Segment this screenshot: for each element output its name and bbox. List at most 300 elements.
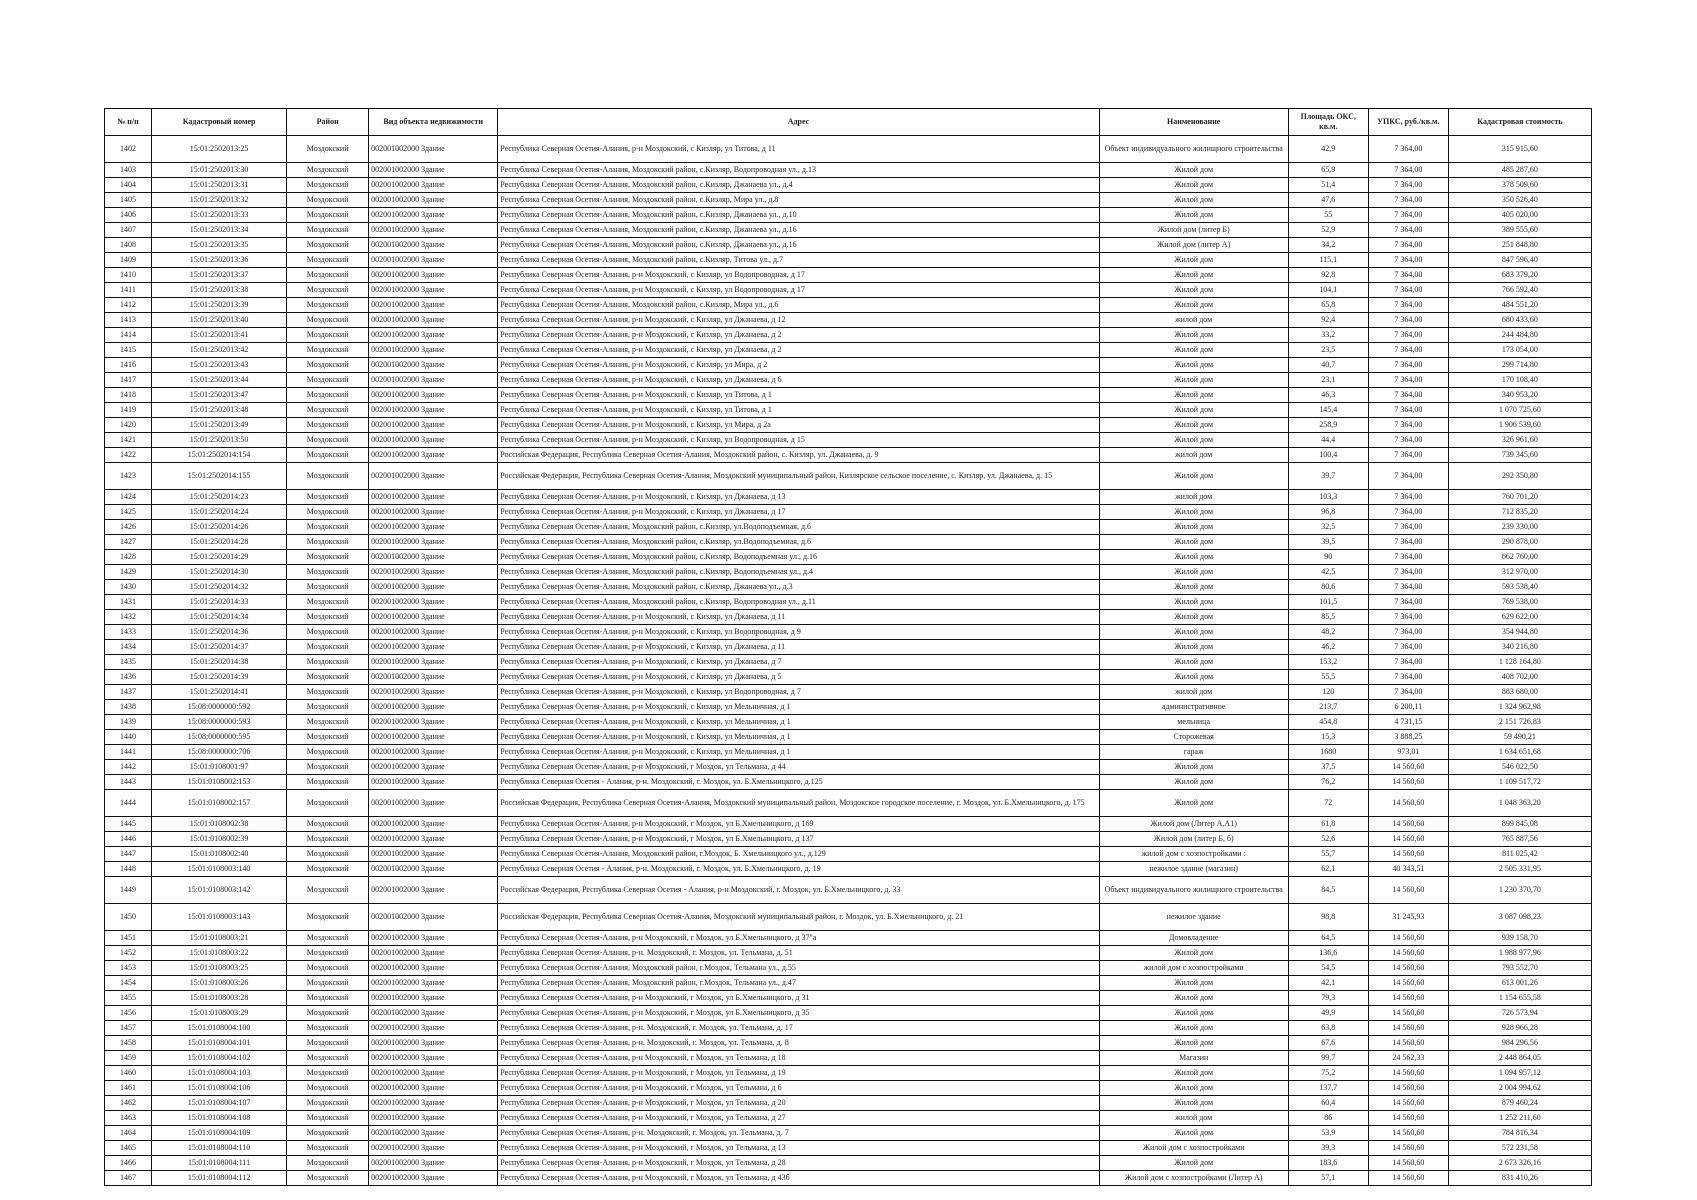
cell-cadastral-value: 1 634 651,68 [1448,745,1591,760]
cell-specific-value: 7 364,00 [1368,283,1448,298]
cell-object-name: Жилой дом (литер Б, б) [1099,832,1288,847]
cell-district: Моздокский [287,580,369,595]
table-body [105,136,1592,1186]
cell-district: Моздокский [287,640,369,655]
cell-object-name: Жилой дом [1099,520,1288,535]
cell-row-number: 1430 [105,580,152,595]
cell-area: 52,6 [1288,832,1368,847]
cell-cadastral-value: 1 230 370,70 [1448,877,1591,904]
cell-row-number: 1409 [105,253,152,268]
cell-address: Российская Федерация, Республика Северная Осетия - Алания, р-н Моздокский, г. Моздок, ул. Б.Хмельницкого, д. 33 [498,877,1099,904]
cell-cadastral-number: 15:01:2502013:31 [152,178,287,193]
cell-specific-value: 7 364,00 [1368,535,1448,550]
cell-area: 15,3 [1288,730,1368,745]
cell-district: Моздокский [287,283,369,298]
table-row [105,238,1592,253]
cell-cadastral-value: 739 345,60 [1448,448,1591,463]
cell-cadastral-number: 15:01:0108004:108 [152,1111,287,1126]
cell-object-name: Объект индивидуального жилищного строительства [1099,877,1288,904]
cell-cadastral-value: 546 022,50 [1448,760,1591,775]
cell-address: Республика Северная Осетия-Алания, р-н Моздокский, с Кизляр, ул Мира, д 2а [498,418,1099,433]
cell-cadastral-value: 251 848,80 [1448,238,1591,253]
cell-cadastral-value: 629 622,00 [1448,610,1591,625]
cell-address: Республика Северная Осетия-Алания, Моздокский район, г.Моздок, Тельмана ул., д.55 [498,961,1099,976]
cell-object-type: 002001002000 Здание [369,715,498,730]
cell-row-number: 1413 [105,313,152,328]
cell-cadastral-number: 15:01:2502014:37 [152,640,287,655]
cell-address: Республика Северная Осетия-Алания, р-н Моздокский, с Кизляр, ул Водопроводная, д 9 [498,625,1099,640]
cell-district: Моздокский [287,790,369,817]
cell-cadastral-number: 15:01:2502013:50 [152,433,287,448]
cell-row-number: 1446 [105,832,152,847]
cell-address: Республика Северная Осетия-Алания, р-н Моздокский, с Кизляр, ул Мельничная, д 1 [498,715,1099,730]
cell-row-number: 1437 [105,685,152,700]
cell-object-type: 002001002000 Здание [369,328,498,343]
cell-cadastral-number: 15:01:0108003:142 [152,877,287,904]
cell-area: 47,6 [1288,193,1368,208]
cell-address: Республика Северная Осетия-Алания, р-н Моздокский, с Кизляр, ул Джанаева, д 7 [498,655,1099,670]
cell-district: Моздокский [287,463,369,490]
cell-specific-value: 7 364,00 [1368,433,1448,448]
cell-object-type: 002001002000 Здание [369,490,498,505]
cell-object-type: 002001002000 Здание [369,946,498,961]
cell-object-name: Объект индивидуального жилищного строительства [1099,136,1288,163]
cell-area: 42,9 [1288,136,1368,163]
cell-area: 120 [1288,685,1368,700]
table-row [105,1036,1592,1051]
cell-object-type: 002001002000 Здание [369,625,498,640]
cell-row-number: 1467 [105,1171,152,1186]
cell-cadastral-number: 15:01:0108001:97 [152,760,287,775]
cell-object-name: Жилой дом [1099,1006,1288,1021]
cell-object-type: 002001002000 Здание [369,1126,498,1141]
cell-area: 96,8 [1288,505,1368,520]
cell-object-type: 002001002000 Здание [369,448,498,463]
cell-row-number: 1434 [105,640,152,655]
cell-object-name: Жилой дом [1099,268,1288,283]
cell-cadastral-value: 378 509,60 [1448,178,1591,193]
cell-specific-value: 14 560,60 [1368,1096,1448,1111]
cell-address: Республика Северная Осетия-Алания, р-н Моздокский, г Моздок, ул Тельмана, д 27 [498,1111,1099,1126]
cell-area: 454,8 [1288,715,1368,730]
cell-address: Республика Северная Осетия-Алания, Моздокский район, с.Кизляр, Водоподъемная ул., д.4 [498,565,1099,580]
cell-address: Республика Северная Осетия-Алания, р-н Моздокский, с Кизляр, ул Джанаева, д 2 [498,328,1099,343]
cell-area: 258,9 [1288,418,1368,433]
cell-cadastral-value: 928 966,28 [1448,1021,1591,1036]
cell-specific-value: 7 364,00 [1368,610,1448,625]
cell-address: Республика Северная Осетия-Алания, Моздокский район, с.Кизляр, Джанаева ул., д.4 [498,178,1099,193]
cell-address: Республика Северная Осетия-Алания, р-н. Моздокский, г. Моздок, ул. Тельмана, д. 7 [498,1126,1099,1141]
table-row [105,655,1592,670]
cell-district: Моздокский [287,1081,369,1096]
table-row [105,490,1592,505]
cell-object-name: Жилой дом [1099,565,1288,580]
cell-cadastral-number: 15:01:2502013:44 [152,373,287,388]
cell-cadastral-value: 683 379,20 [1448,268,1591,283]
cell-district: Моздокский [287,535,369,550]
cell-object-name: Жилой дом [1099,946,1288,961]
header-address: Адрес [498,109,1099,136]
table-row [105,991,1592,1006]
cell-object-type: 002001002000 Здание [369,670,498,685]
cell-object-name: Жилой дом [1099,373,1288,388]
cell-cadastral-number: 15:01:2502013:25 [152,136,287,163]
cell-specific-value: 7 364,00 [1368,580,1448,595]
header-number: № п/п [105,109,152,136]
cell-object-type: 002001002000 Здание [369,565,498,580]
cell-address: Республика Северная Осетия-Алания, р-н Моздокский, с Кизляр, ул Джанаева, д 17 [498,505,1099,520]
table-row [105,358,1592,373]
table-row [105,1096,1592,1111]
cell-district: Моздокский [287,298,369,313]
cell-object-name: Жилой дом (литер А) [1099,238,1288,253]
cell-area: 72 [1288,790,1368,817]
cell-object-type: 002001002000 Здание [369,1036,498,1051]
cell-cadastral-number: 15:01:2502014:28 [152,535,287,550]
cell-object-type: 002001002000 Здание [369,961,498,976]
header-specific-value: УПКС, руб./кв.м. [1368,109,1448,136]
cell-address: Республика Северная Осетия-Алания, р-н Моздокский, г Моздок, ул Тельмана, д 20 [498,1096,1099,1111]
cell-row-number: 1405 [105,193,152,208]
cell-area: 90 [1288,550,1368,565]
cell-object-type: 002001002000 Здание [369,685,498,700]
cell-row-number: 1462 [105,1096,152,1111]
cell-object-type: 002001002000 Здание [369,775,498,790]
cell-district: Моздокский [287,388,369,403]
cell-object-name: Жилой дом [1099,283,1288,298]
cell-object-name: жилой дом [1099,448,1288,463]
cell-specific-value: 14 560,60 [1368,1066,1448,1081]
cell-specific-value: 14 560,60 [1368,847,1448,862]
cell-object-type: 002001002000 Здание [369,1081,498,1096]
cell-object-type: 002001002000 Здание [369,313,498,328]
cell-district: Моздокский [287,961,369,976]
cell-address: Республика Северная Осетия-Алания, р-н Моздокский, с Кизляр, ул Водопроводная, д 17 [498,283,1099,298]
cell-specific-value: 14 560,60 [1368,931,1448,946]
cell-district: Моздокский [287,745,369,760]
cell-object-name: Жилой дом [1099,1156,1288,1171]
cell-address: Республика Северная Осетия-Алания, р-н Моздокский, г Моздок, ул Тельмана, д 28 [498,1156,1099,1171]
cell-area: 62,1 [1288,862,1368,877]
cell-row-number: 1441 [105,745,152,760]
cell-object-type: 002001002000 Здание [369,403,498,418]
cell-specific-value: 7 364,00 [1368,136,1448,163]
cell-address: Республика Северная Осетия-Алания, Моздокский район, с.Кизляр, Водопроводная ул., д.11 [498,595,1099,610]
cell-row-number: 1402 [105,136,152,163]
table-row [105,730,1592,745]
cell-address: Республика Северная Осетия-Алания, р-н Моздокский, с Кизляр, ул Джанаева, д 2 [498,343,1099,358]
cell-cadastral-value: 793 552,70 [1448,961,1591,976]
table-row [105,775,1592,790]
cell-address: Республика Северная Осетия-Алания, р-н Моздокский, с Кизляр, ул Титова, д 1 [498,388,1099,403]
cell-cadastral-value: 572 231,58 [1448,1141,1591,1156]
cell-object-name: Жилой дом [1099,625,1288,640]
cell-object-name: Жилой дом [1099,535,1288,550]
cell-object-name: Жилой дом [1099,358,1288,373]
cell-object-name: административное [1099,700,1288,715]
cell-district: Моздокский [287,163,369,178]
cell-cadastral-value: 1 109 517,72 [1448,775,1591,790]
cell-object-name: Магазин [1099,1051,1288,1066]
cell-object-name: Жилой дом с хозпостройками (Литер А) [1099,1171,1288,1186]
cell-area: 99,7 [1288,1051,1368,1066]
cell-object-type: 002001002000 Здание [369,1096,498,1111]
cell-district: Моздокский [287,1126,369,1141]
table-row [105,298,1592,313]
cell-object-name: Жилой дом [1099,976,1288,991]
cell-cadastral-number: 15:01:2502014:26 [152,520,287,535]
table-row [105,625,1592,640]
table-row [105,817,1592,832]
cell-specific-value: 7 364,00 [1368,418,1448,433]
table-row [105,505,1592,520]
cell-cadastral-value: 939 158,70 [1448,931,1591,946]
cell-cadastral-number: 15:01:2502014:154 [152,448,287,463]
cell-address: Республика Северная Осетия-Алания, Моздокский район, с.Кизляр, ул.Водоподъемная, д.6 [498,535,1099,550]
cell-object-type: 002001002000 Здание [369,136,498,163]
cell-cadastral-number: 15:01:2502013:39 [152,298,287,313]
cell-address: Республика Северная Осетия-Алания, Моздокский район, г.Моздок, Тельмана ул., д.47 [498,976,1099,991]
cell-address: Российская Федерация, Республика Северная Осетия-Алания, Моздокский муниципальный район, Кизлярское сельское поселение, с. Кизляр, ул. Джанаева, д. 15 [498,463,1099,490]
cell-row-number: 1459 [105,1051,152,1066]
cell-address: Республика Северная Осетия-Алания, Моздокский район, с.Кизляр, Мира ул., д.6 [498,298,1099,313]
cell-row-number: 1424 [105,490,152,505]
cell-area: 153,2 [1288,655,1368,670]
cell-cadastral-value: 613 001,26 [1448,976,1591,991]
cell-area: 80,6 [1288,580,1368,595]
table-row [105,328,1592,343]
header-name: Наименование [1099,109,1288,136]
cell-district: Моздокский [287,775,369,790]
cell-district: Моздокский [287,550,369,565]
cell-specific-value: 973,01 [1368,745,1448,760]
cell-area: 92,4 [1288,313,1368,328]
cell-address: Республика Северная Осетия-Алания, Моздокский район, с.Кизляр, Джанаева ул., д.3 [498,580,1099,595]
cell-area: 32,5 [1288,520,1368,535]
cell-row-number: 1438 [105,700,152,715]
cell-cadastral-value: 59 490,21 [1448,730,1591,745]
cell-area: 34,2 [1288,238,1368,253]
cadastral-value-table [104,108,1592,1186]
cell-cadastral-value: 883 680,00 [1448,685,1591,700]
cell-row-number: 1444 [105,790,152,817]
cell-area: 40,7 [1288,358,1368,373]
table-row [105,931,1592,946]
cell-object-type: 002001002000 Здание [369,745,498,760]
cell-specific-value: 7 364,00 [1368,163,1448,178]
cell-cadastral-number: 15:08:0000000:706 [152,745,287,760]
table-row [105,1171,1592,1186]
cell-object-type: 002001002000 Здание [369,700,498,715]
cell-cadastral-value: 847 596,40 [1448,253,1591,268]
cell-object-type: 002001002000 Здание [369,790,498,817]
table-row [105,1126,1592,1141]
cell-specific-value: 7 364,00 [1368,505,1448,520]
cell-cadastral-value: 680 433,60 [1448,313,1591,328]
cell-district: Моздокский [287,595,369,610]
cell-cadastral-number: 15:01:2502014:29 [152,550,287,565]
table-row [105,832,1592,847]
cell-row-number: 1452 [105,946,152,961]
table-row [105,1111,1592,1126]
cell-area: 67,6 [1288,1036,1368,1051]
table-row [105,700,1592,715]
cell-object-name: Жилой дом [1099,580,1288,595]
cell-specific-value: 7 364,00 [1368,358,1448,373]
cell-row-number: 1442 [105,760,152,775]
cell-row-number: 1423 [105,463,152,490]
cell-cadastral-number: 15:01:2502014:34 [152,610,287,625]
cell-cadastral-value: 1 988 977,96 [1448,946,1591,961]
cell-row-number: 1465 [105,1141,152,1156]
cell-cadastral-value: 326 961,60 [1448,433,1591,448]
cell-object-type: 002001002000 Здание [369,1156,498,1171]
cell-row-number: 1466 [105,1156,152,1171]
cell-area: 55 [1288,208,1368,223]
cell-area: 64,5 [1288,931,1368,946]
cell-address: Республика Северная Осетия-Алания, Моздокский район, с.Кизляр, Джанаева ул., д.10 [498,208,1099,223]
header-district: Район [287,109,369,136]
cell-district: Моздокский [287,760,369,775]
cell-address: Республика Северная Осетия-Алания, р-н Моздокский, с Кизляр, ул Джанаева, д 11 [498,640,1099,655]
cell-cadastral-value: 2 151 726,83 [1448,715,1591,730]
cell-object-type: 002001002000 Здание [369,520,498,535]
table-row [105,976,1592,991]
table-row [105,715,1592,730]
cell-area: 75,2 [1288,1066,1368,1081]
cell-address: Республика Северная Осетия-Алания, р-н Моздокский, г Моздок, ул Тельмана, д 19 [498,1066,1099,1081]
cell-cadastral-number: 15:01:0108004:112 [152,1171,287,1186]
cell-specific-value: 7 364,00 [1368,655,1448,670]
cell-cadastral-value: 766 592,40 [1448,283,1591,298]
cell-district: Моздокский [287,178,369,193]
cell-district: Моздокский [287,625,369,640]
cell-cadastral-number: 15:01:0108004:102 [152,1051,287,1066]
cell-address: Республика Северная Осетия-Алания, р-н Моздокский, г Моздок, ул Б.Хмельницкого, д 31 [498,991,1099,1006]
cell-object-type: 002001002000 Здание [369,595,498,610]
cell-object-type: 002001002000 Здание [369,193,498,208]
cell-object-type: 002001002000 Здание [369,433,498,448]
table-row [105,463,1592,490]
cell-cadastral-value: 2 004 994,62 [1448,1081,1591,1096]
cell-cadastral-value: 879 460,24 [1448,1096,1591,1111]
cell-cadastral-value: 1 094 957,12 [1448,1066,1591,1081]
cell-row-number: 1445 [105,817,152,832]
cell-specific-value: 7 364,00 [1368,448,1448,463]
cell-object-type: 002001002000 Здание [369,238,498,253]
cell-area: 46,2 [1288,640,1368,655]
cell-object-type: 002001002000 Здание [369,418,498,433]
cell-cadastral-value: 485 287,60 [1448,163,1591,178]
cell-object-name: Жилой дом (Литер А,А1) [1099,817,1288,832]
cell-object-name: Жилой дом [1099,1036,1288,1051]
cell-row-number: 1407 [105,223,152,238]
table-row [105,403,1592,418]
cell-object-name: Жилой дом [1099,670,1288,685]
table-row [105,178,1592,193]
cell-specific-value: 7 364,00 [1368,640,1448,655]
cell-row-number: 1408 [105,238,152,253]
cell-district: Моздокский [287,877,369,904]
table-row [105,580,1592,595]
cell-cadastral-value: 712 835,20 [1448,505,1591,520]
table-row [105,343,1592,358]
cell-cadastral-number: 15:01:0108003:29 [152,1006,287,1021]
cell-district: Моздокский [287,1066,369,1081]
cell-object-type: 002001002000 Здание [369,760,498,775]
cell-object-name: мельница [1099,715,1288,730]
cell-object-type: 002001002000 Здание [369,283,498,298]
cell-area: 46,3 [1288,388,1368,403]
cell-object-type: 002001002000 Здание [369,640,498,655]
cell-area: 104,1 [1288,283,1368,298]
cell-address: Республика Северная Осетия-Алания, р-н Моздокский, г Моздок, ул Тельмана, д 43б [498,1171,1099,1186]
cell-address: Республика Северная Осетия-Алания, Моздокский район, с.Кизляр, Титова ул., д.7 [498,253,1099,268]
cell-address: Республика Северная Осетия-Алания, р-н Моздокский, г Моздок, ул Б.Хмельницкого, д 169 [498,817,1099,832]
cell-cadastral-value: 1 906 539,60 [1448,418,1591,433]
cell-specific-value: 14 560,60 [1368,832,1448,847]
cell-cadastral-number: 15:01:2502013:40 [152,313,287,328]
cell-row-number: 1416 [105,358,152,373]
cell-district: Моздокский [287,490,369,505]
cell-address: Республика Северная Осетия - Алания, р-н. Моздокский, г. Моздок, ул. Б.Хмельницкого, д. 19 [498,862,1099,877]
cell-address: Республика Северная Осетия-Алания, Моздокский район, с.Кизляр, Водоподъемная ул., д.16 [498,550,1099,565]
cell-district: Моздокский [287,1111,369,1126]
cell-district: Моздокский [287,313,369,328]
cell-cadastral-value: 760 701,20 [1448,490,1591,505]
table-row [105,847,1592,862]
cell-area: 63,8 [1288,1021,1368,1036]
cell-row-number: 1417 [105,373,152,388]
cell-cadastral-number: 15:01:2502013:30 [152,163,287,178]
cell-specific-value: 7 364,00 [1368,313,1448,328]
cell-area: 85,5 [1288,610,1368,625]
header-cadastral-value: Кадастровая стоимость [1448,109,1591,136]
table-row [105,1021,1592,1036]
cell-district: Моздокский [287,700,369,715]
table-row [105,550,1592,565]
cell-area: 54,5 [1288,961,1368,976]
cell-address: Республика Северная Осетия-Алания, р-н Моздокский, с Кизляр, ул Мельничная, д 1 [498,730,1099,745]
cell-cadastral-number: 15:01:0108002:38 [152,817,287,832]
cell-address: Российская Федерация, Республика Северная Осетия-Алания, Моздокский муниципальный район, г. Моздок, ул. Б.Хмельницкого, д. 21 [498,904,1099,931]
cell-row-number: 1439 [105,715,152,730]
cell-address: Республика Северная Осетия-Алания, Моздокский район, с.Кизляр, Джанаева ул., д.16 [498,223,1099,238]
cell-district: Моздокский [287,1141,369,1156]
cell-district: Моздокский [287,610,369,625]
cell-specific-value: 14 560,60 [1368,946,1448,961]
cell-object-type: 002001002000 Здание [369,862,498,877]
cell-object-name: Жилой дом [1099,505,1288,520]
cell-area: 39,5 [1288,535,1368,550]
cell-cadastral-value: 769 538,00 [1448,595,1591,610]
cell-district: Моздокский [287,931,369,946]
cell-object-name: Жилой дом [1099,1081,1288,1096]
cell-district: Моздокский [287,1096,369,1111]
cell-specific-value: 14 560,60 [1368,1081,1448,1096]
cell-object-name: Жилой дом [1099,640,1288,655]
table-row [105,283,1592,298]
cell-cadastral-number: 15:01:2502013:32 [152,193,287,208]
cell-object-type: 002001002000 Здание [369,208,498,223]
cell-object-name: Жилой дом (литер Б) [1099,223,1288,238]
cell-object-type: 002001002000 Здание [369,976,498,991]
table-row [105,595,1592,610]
cell-district: Моздокский [287,1006,369,1021]
cell-cadastral-value: 3 087 098,23 [1448,904,1591,931]
cell-row-number: 1447 [105,847,152,862]
cell-specific-value: 14 560,60 [1368,877,1448,904]
